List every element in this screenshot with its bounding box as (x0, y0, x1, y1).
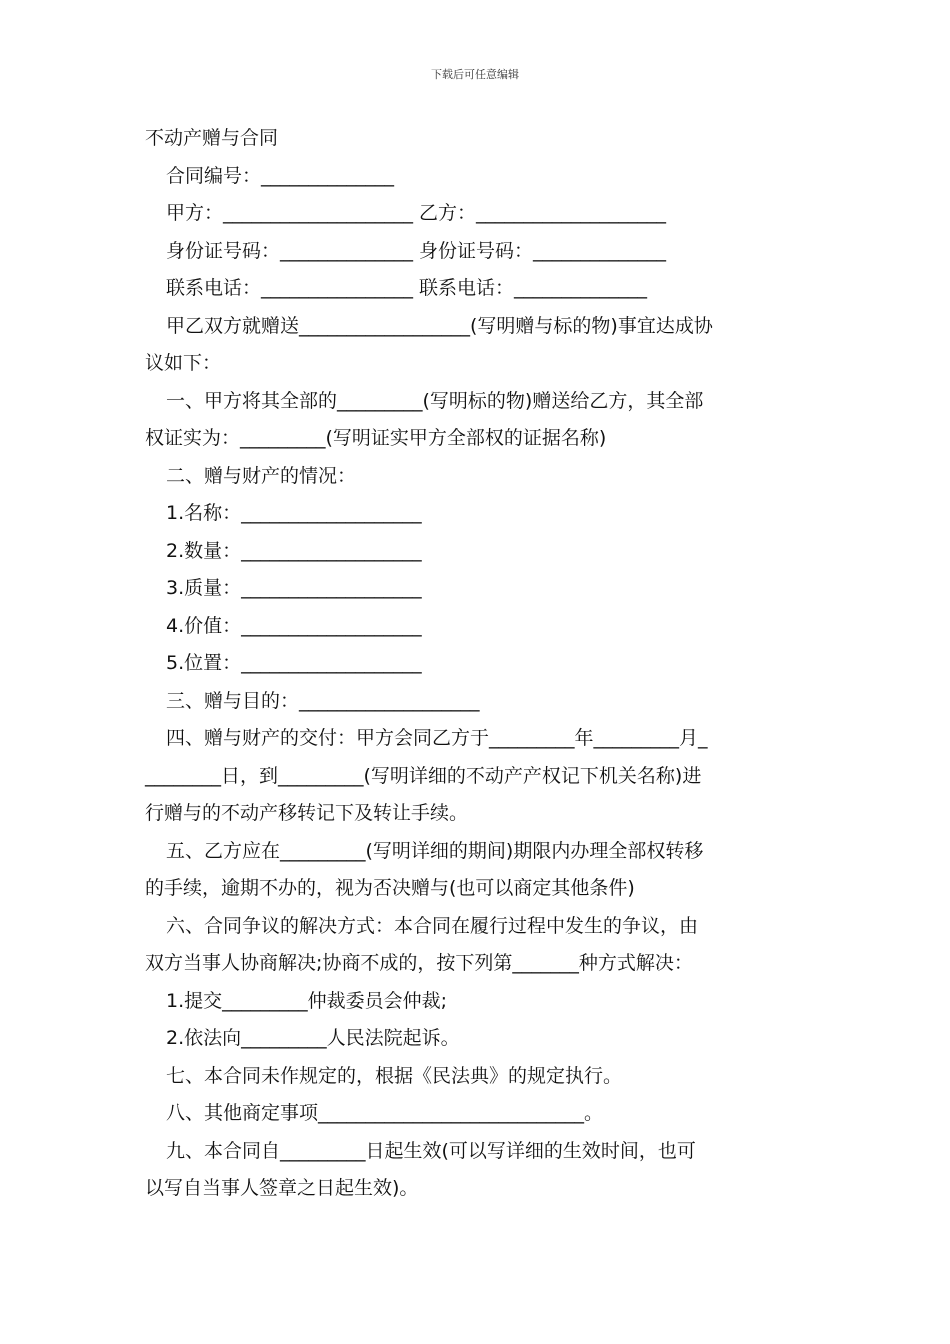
contract-line: 身份证号码：______________ 身份证号码：______________ (166, 239, 667, 262)
contract-line: 行赠与的不动产移转记下及转让手续。 (145, 802, 469, 824)
page-header: 下载后可任意编辑 (431, 68, 519, 81)
contract-line: 九、本合同自_________日起生效(可以写详细的生效时间，也可 (166, 1139, 696, 1162)
contract-line: 4.价值：___________________ (166, 614, 422, 637)
contract-line: 的手续，逾期不办的，视为否决赠与(也可以商定其他条件) (145, 877, 635, 899)
contract-line: 八、其他商定事项____________________________。 (166, 1102, 604, 1124)
contract-line: 甲方：____________________ 乙方：____________________ (166, 202, 667, 224)
contract-line: 1.名称：___________________ (166, 502, 422, 524)
contract-line: 2.数量：___________________ (166, 539, 422, 562)
contract-line: 三、赠与目的：___________________ (166, 689, 480, 712)
contract-line: 五、乙方应在_________(写明详细的期间)期限内办理全部权转移 (166, 839, 704, 862)
contract-line: 议如下： (145, 352, 222, 374)
contract-line: 联系电话：________________ 联系电话：______________ (166, 277, 648, 299)
contract-line: 甲乙双方就赠送__________________(写明赠与标的物)事宜达成协 (166, 314, 713, 337)
contract-line: 以写自当事人签章之日起生效)。 (145, 1177, 419, 1199)
contract-line: 七、本合同未作规定的，根据《民法典》的规定执行。 (166, 1064, 623, 1087)
contract-line: 二、赠与财产的情况： (166, 464, 357, 487)
contract-line: 权证实为：_________(写明证实甲方全部权的证据名称) (145, 427, 607, 449)
contract-line: 1.提交_________仲裁委员会仲裁; (166, 989, 448, 1012)
contract-line: 双方当事人协商解决;协商不成的，按下列第_______种方式解决： (145, 952, 693, 974)
contract-line: 四、赠与财产的交付：甲方会同乙方于_________年_________月_ (166, 727, 708, 749)
contract-line: ________日，到_________(写明详细的不动产产权记下机关名称)进 (145, 764, 702, 787)
contract-line: 2.依法向_________人民法院起诉。 (166, 1027, 460, 1049)
contract-line: 六、合同争议的解决方式：本合同在履行过程中发生的争议，由 (166, 914, 699, 937)
contract-body (145, 120, 810, 1208)
contract-line: 3.质量：___________________ (166, 577, 422, 599)
contract-line: 合同编号：______________ (166, 164, 395, 187)
contract-line: 5.位置：___________________ (166, 652, 422, 674)
contract-line: 一、甲方将其全部的_________(写明标的物)赠送给乙方，其全部 (166, 389, 704, 412)
document-title: 不动产赠与合同 (145, 127, 279, 149)
